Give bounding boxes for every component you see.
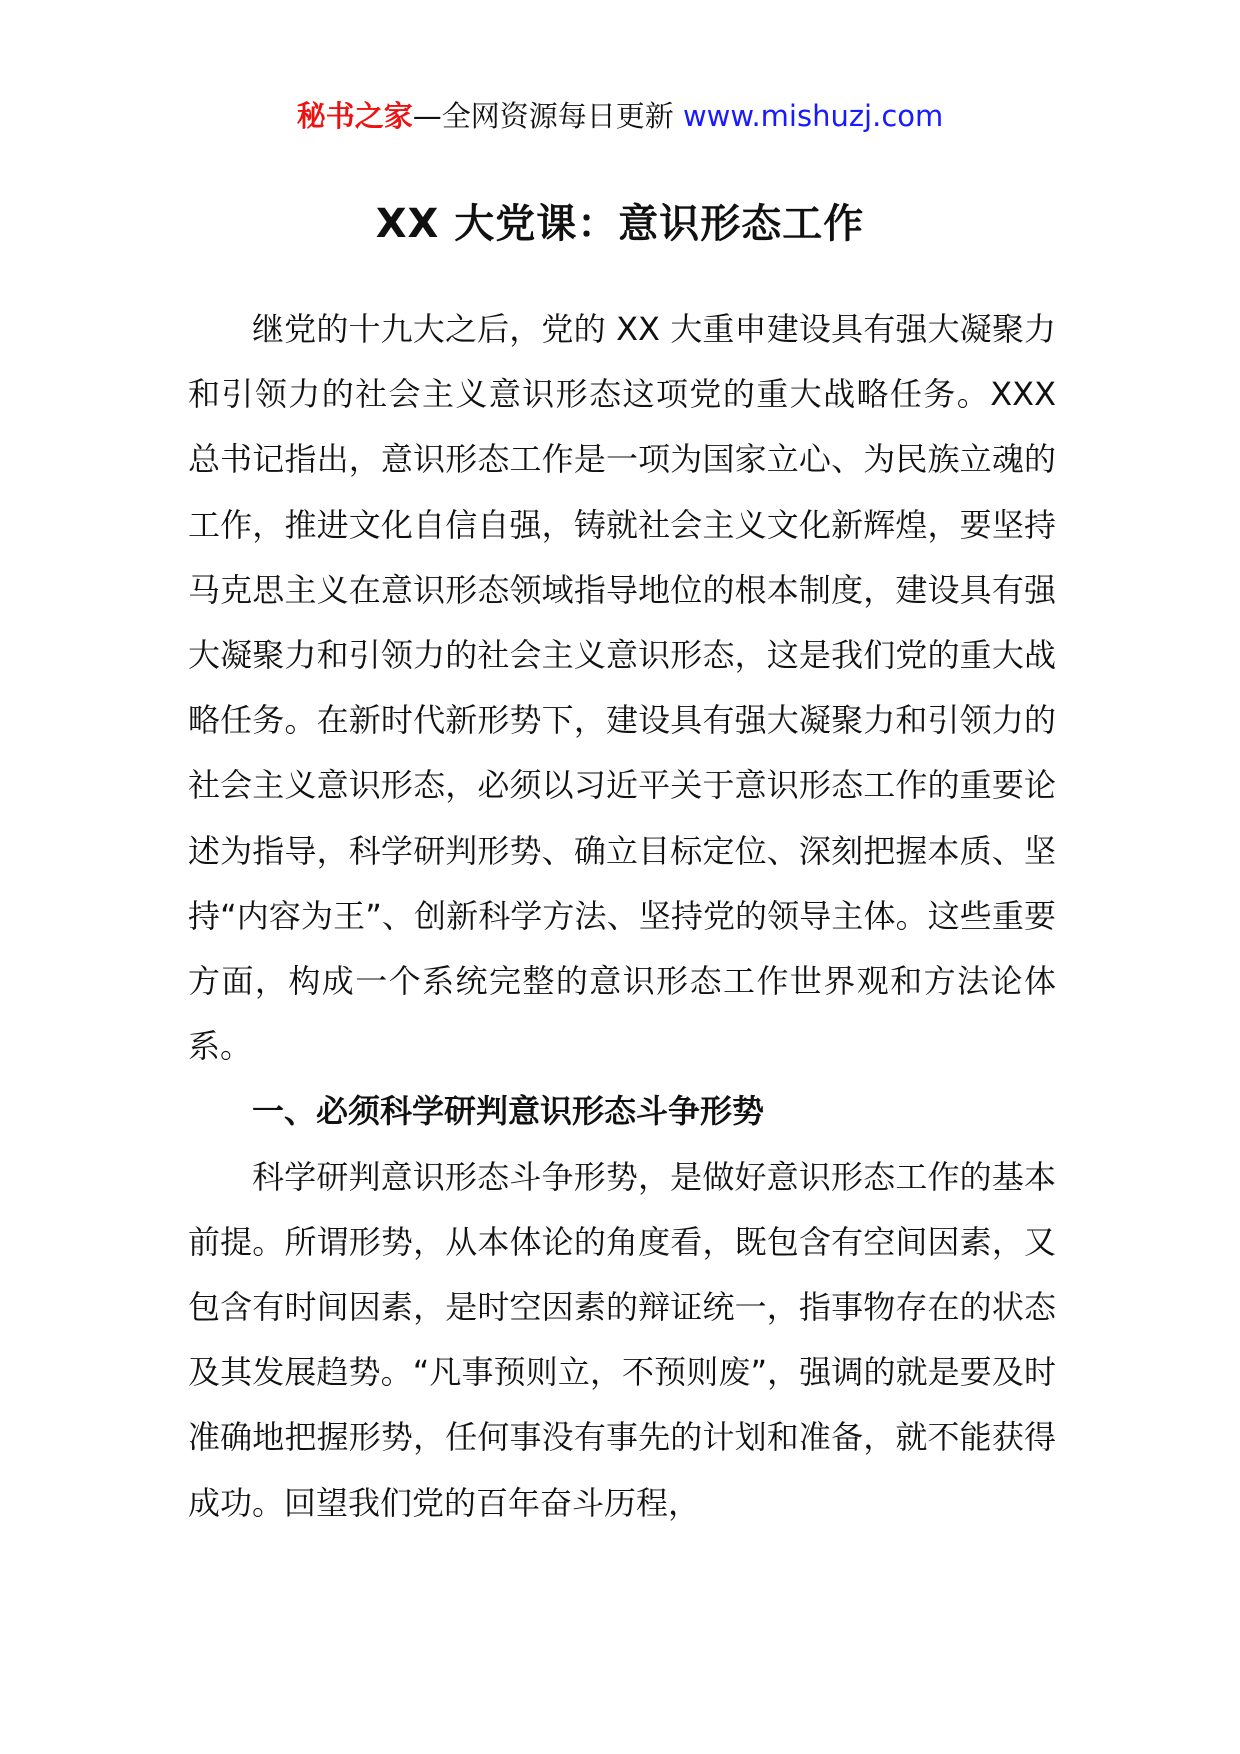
site-tagline: —全网资源每日更新 — [412, 99, 674, 133]
body-paragraph: 科学研判意识形态斗争形势，是做好意识形态工作的基本前提。所谓形势，从本体论的角度看，既包含有空间因素，又包含有时间因素，是时空因素的辩证统一，指事物存在的状态及其发展趋势。“凡事预则立，不预则废”，强调的就是要及时准确地把握形势，任何事没有事先的计划和准备，就不能获得成功。回望我们党的百年奋斗历程， — [188, 1157, 1056, 1522]
site-url-link[interactable]: www.mishuzj.com — [682, 99, 944, 133]
section-heading: 一、必须科学研判意识形态斗争形势 — [252, 1092, 765, 1131]
site-header — [0, 96, 1240, 136]
body-paragraph: 继党的十九大之后，党的 XX 大重申建设具有强大凝聚力和引领力的社会主义意识形态这项党的重大战略任务。XXX 总书记指出，意识形态工作是一项为国家立心、为民族立魂的工作，推进文化自信自强，铸就社会主义文化新辉煌，要坚持马克思主义在意识形态领域指导地位的根本制度，建设具有强大凝聚力和引领力的社会主义意识形态，这是我们党的重大战略任务。在新时代新形势下，建设具有强大凝聚力和引领力的社会主义意识形态，必须以习近平关于意识形态工作的重要论述为指导，科学研判形势、确立目标定位、深刻把握本质、坚持“内容为王”、创新科学方法、坚持党的领导主体。这些重要方面，构成一个系统完整的意识形态工作世界观和方法论体系。 — [188, 310, 1056, 1066]
document-title: XX 大党课：意识形态工作 — [375, 201, 865, 247]
site-brand: 秘书之家 — [296, 99, 413, 133]
document-body — [188, 297, 1056, 1536]
